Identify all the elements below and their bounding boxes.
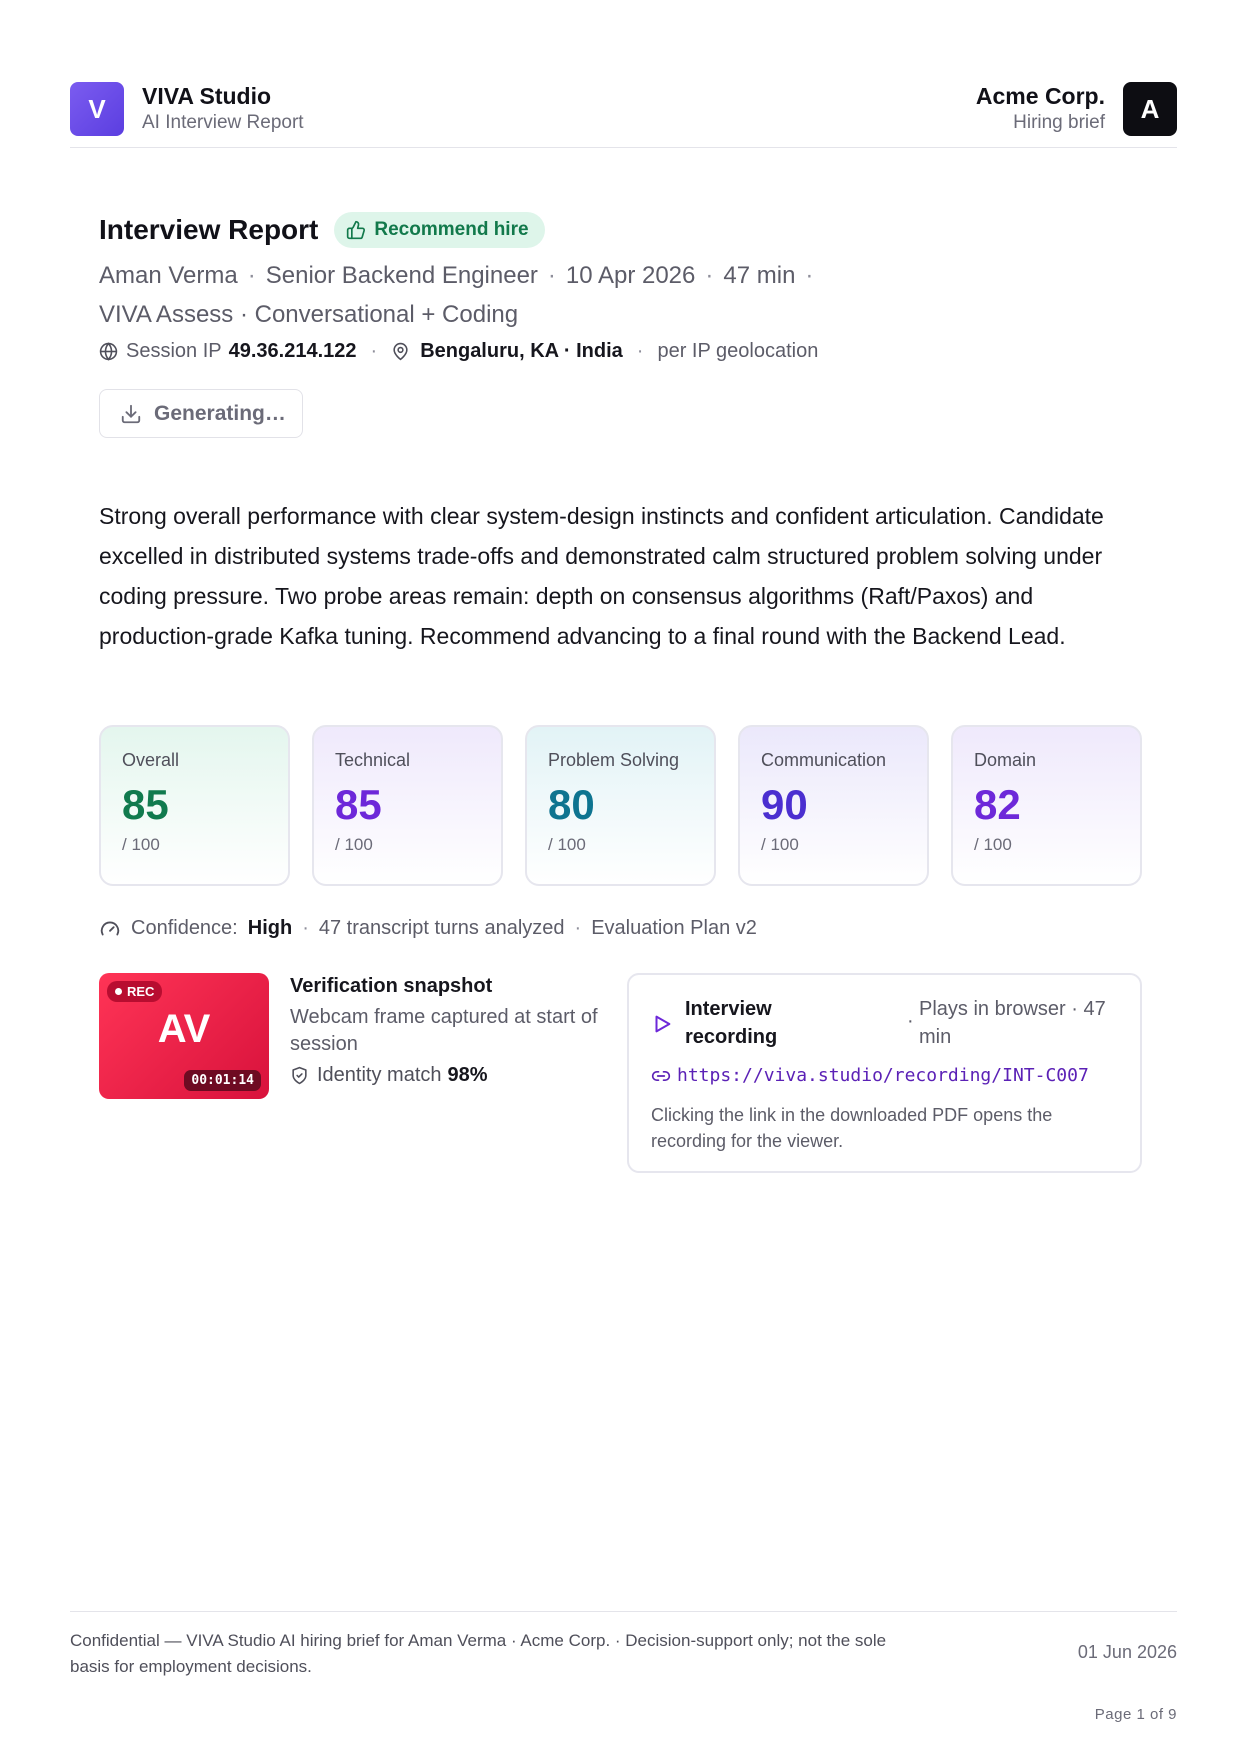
download-button-label: Generating… [154,401,286,425]
gauge-icon [99,918,121,940]
footer-date: 01 Jun 2026 [1077,1642,1177,1662]
download-pdf-button[interactable] [99,389,303,438]
page-title: Interview Report [99,214,319,245]
score-value: 82 [974,781,1021,828]
recording-note: Clicking the link in the downloaded PDF opens the recording for the viewer. [651,1105,1053,1151]
score-label: Technical [335,750,411,770]
thumbs-up-icon [346,220,366,240]
globe-icon [99,342,118,361]
score-card [951,725,1142,886]
score-card [312,725,503,886]
recording-plays: Plays in browser · 47 min [919,998,1106,1048]
client-subtitle: Hiring brief [1013,112,1105,133]
confidence-line: Confidence: High · 47 transcript turns analyzed · Evaluation Plan v2 [99,917,757,940]
footer-disclaimer: Confidential — VIVA Studio AI hiring brief for Aman Verma · Acme Corp. · Decision-support only; not the sole basis for employment decisions. [70,1631,887,1676]
identity-match-value: 98% [447,1064,488,1086]
identity-match [290,1064,620,1087]
assessment-type: VIVA Assess · Conversational + Coding [99,301,519,328]
recommendation-badge [334,212,544,248]
score-max: / 100 [974,835,1012,854]
identity-match-label: Identity match [317,1064,442,1086]
score-value: 85 [335,781,382,828]
score-label: Communication [761,750,887,770]
verification-info [290,973,620,1087]
geo-note: per IP geolocation [657,340,819,362]
candidate-initials: AV [157,1007,211,1051]
score-label: Problem Solving [548,750,680,770]
recording-title: Interview recording [685,998,778,1048]
score-value: 80 [548,781,595,828]
score-label: Domain [974,750,1037,770]
title-row [99,212,545,248]
session-ip-label: Session IP [126,340,222,362]
recording-separator: · [907,1010,914,1032]
brand-subtitle: AI Interview Report [142,112,304,133]
interview-date: 10 Apr 2026 [565,262,696,289]
candidate-role: Senior Backend Engineer [265,262,538,289]
summary-paragraph: Strong overall performance with clear system-design instincts and confident articulation. Candidate excelled in distributed systems trade-offs and demonstrated calm structured problem solving under coding pressure. Two probe areas remain: depth on consensus algorithms (Raft/Paxos) and production-grade Kafka tuning. Recommend advancing to a final round with the Backend Lead. [99,503,1104,649]
score-value: 90 [761,781,808,828]
session-ip: 49.36.214.122 [228,340,357,362]
brand [70,82,304,136]
score-card [738,725,929,886]
recording-url[interactable]: https://viva.studio/recording/INT-C007 [677,1065,1089,1086]
map-pin-icon [391,342,410,361]
confidence-value: High [247,917,293,939]
verification-title: Verification snapshot [290,975,493,997]
play-icon[interactable] [651,1013,673,1035]
rec-indicator: REC [107,981,162,1002]
score-cards [99,725,1142,886]
score-card [99,725,290,886]
score-label: Overall [122,750,180,770]
verification-description: Webcam frame captured at start of session [290,1006,598,1055]
page-footer [70,1611,1177,1676]
page-number: Page 1 of 9 [1094,1706,1177,1723]
session-location: Bengaluru, KA · India [420,340,623,362]
webcam-snapshot [99,973,269,1099]
score-value: 85 [122,781,169,828]
recording-box [627,973,1142,1173]
download-icon [120,403,142,425]
brand-name: VIVA Studio [142,83,272,109]
evaluation-plan: Evaluation Plan v2 [591,917,757,939]
score-card [525,725,716,886]
score-max: / 100 [548,835,586,854]
recording-link[interactable] [651,1065,1089,1086]
score-max: / 100 [335,835,373,854]
interview-duration: 47 min [723,262,796,289]
confidence-label: Confidence: [131,917,238,939]
candidate-name: Aman Verma [99,262,238,289]
brand-logo: V [70,82,124,136]
client-name: Acme Corp. [975,83,1105,109]
score-max: / 100 [122,835,160,854]
candidate-meta: Aman Verma · Senior Backend Engineer · 10 Apr 2026 · 47 min · [99,262,814,289]
report-header [70,82,1177,148]
client-logo: A [1123,82,1177,136]
shield-check-icon [290,1066,309,1085]
link-icon [651,1066,671,1086]
badge-label: Recommend hire [374,219,529,240]
client [976,82,1177,136]
score-max: / 100 [761,835,799,854]
snapshot-timecode: 00:01:14 [184,1070,261,1091]
transcript-turns: 47 transcript turns analyzed [318,917,565,939]
session-info: Session IP 49.36.214.122 · Bengaluru, KA · India · per IP geolocation [99,340,818,363]
